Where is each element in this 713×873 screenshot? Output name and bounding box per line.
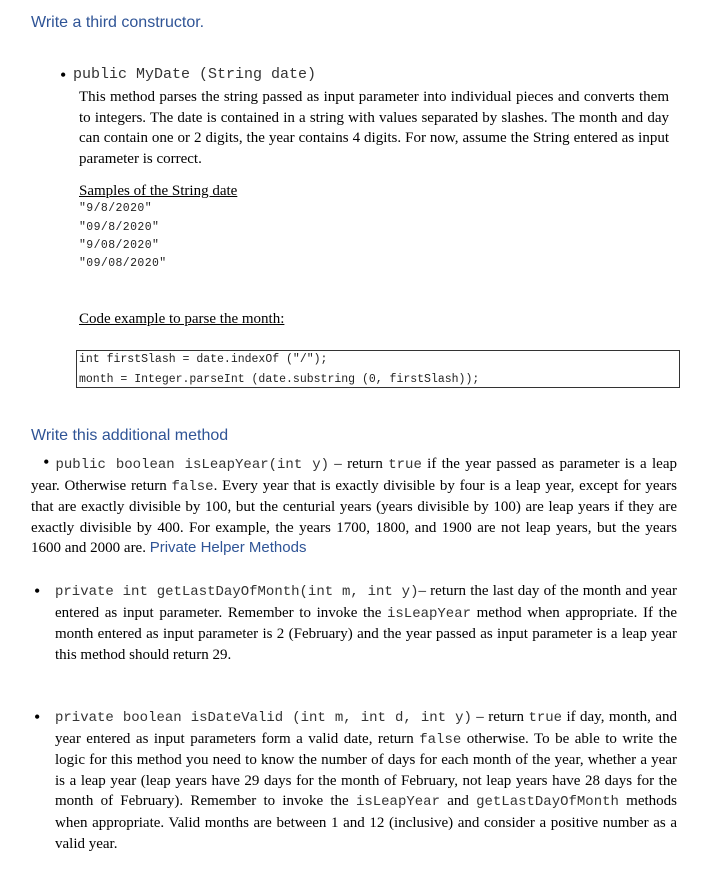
constructor-signature: public MyDate (String date): [73, 66, 317, 83]
code-false: false: [171, 478, 214, 495]
bullet-dot: •: [31, 452, 56, 472]
code-line: month = Integer.parseInt (date.substring (0, firstSlash));: [79, 373, 480, 386]
is-date-valid-signature: private boolean isDateValid (int m, int d, int y): [55, 710, 472, 726]
samples-title: Samples of the String date: [79, 183, 238, 199]
text-run: if day, month, and year entered as input parameters form a valid date, return: [55, 709, 677, 747]
get-last-day-paragraph: [55, 581, 677, 665]
bullet-dot: •: [34, 581, 41, 601]
bullet-dot: •: [60, 65, 67, 85]
is-leap-year-signature: public boolean isLeapYear(int y): [55, 457, 329, 473]
code-is-leap-year: isLeapYear: [386, 605, 471, 622]
bullet-dot: •: [34, 707, 41, 727]
code-true: true: [388, 457, 422, 473]
code-true: true: [528, 710, 563, 726]
code-is-leap-year: isLeapYear: [355, 794, 440, 811]
text-run: – return: [471, 709, 529, 725]
sample-date: "9/08/2020": [79, 239, 160, 252]
sample-date: "9/8/2020": [79, 202, 153, 215]
code-get-last-day: getLastDayOfMonth: [476, 794, 619, 811]
heading-private-helper-methods: Private Helper Methods: [149, 539, 307, 557]
heading-additional-method: Write this additional method: [31, 427, 229, 444]
code-example-box: [76, 350, 680, 388]
code-line: int firstSlash = date.indexOf ("/");: [79, 353, 328, 366]
is-date-valid-paragraph: [55, 707, 677, 854]
code-example-title: Code example to parse the month:: [79, 311, 285, 327]
text-run: methods when appropriate. Valid months are between 1 and 12 (inclusive) and consider a positive number as a valid year.: [55, 793, 677, 852]
is-leap-year-paragraph: [31, 452, 677, 559]
constructor-description: This method parses the string passed as input parameter into individual pieces and converts them to integers. The date is contained in a string with values separated by slashes. The month and day can contain one or 2 digits, the year contains 4 digits. For now, assume the String entered as input parameter is correct.: [79, 89, 669, 167]
get-last-day-signature: private int getLastDayOfMonth(int m, int y): [55, 584, 419, 600]
text-run: – return the last day of the month and year entered as input parameter. Remember to invoke the: [55, 583, 677, 621]
text-run: . Every year that is exactly divisible by four is a leap year, except for years that are exactly divisible by 100, but the centurial years (years divisible by 100) are leap years if they are exactly divisible by 400. For example, the years 1700, 1800, and 1900 are not leap years, but the years 1600 and 2000 are.: [31, 477, 677, 557]
code-false: false: [419, 731, 462, 748]
sample-date: "09/08/2020": [79, 257, 167, 270]
text-run: method when appropriate. If the month entered as input parameter is 2 (February) and the year passed as input parameter is a leap year this method should return 29.: [55, 604, 677, 663]
text-run: and: [439, 793, 477, 810]
text-run: if the year passed as parameter is a leap year. Otherwise return: [31, 456, 678, 494]
text-run: – return: [329, 456, 389, 472]
heading-third-constructor: Write a third constructor.: [31, 14, 205, 31]
sample-date: "09/8/2020": [79, 221, 160, 234]
text-run: otherwise. To be able to write the logic for this method you need to know the number of days for each month of the year, whether a year is a leap year (leap years have 29 days for the month of February, not leap years have 28 days for the month of February). Remember to invoke the: [55, 730, 677, 810]
